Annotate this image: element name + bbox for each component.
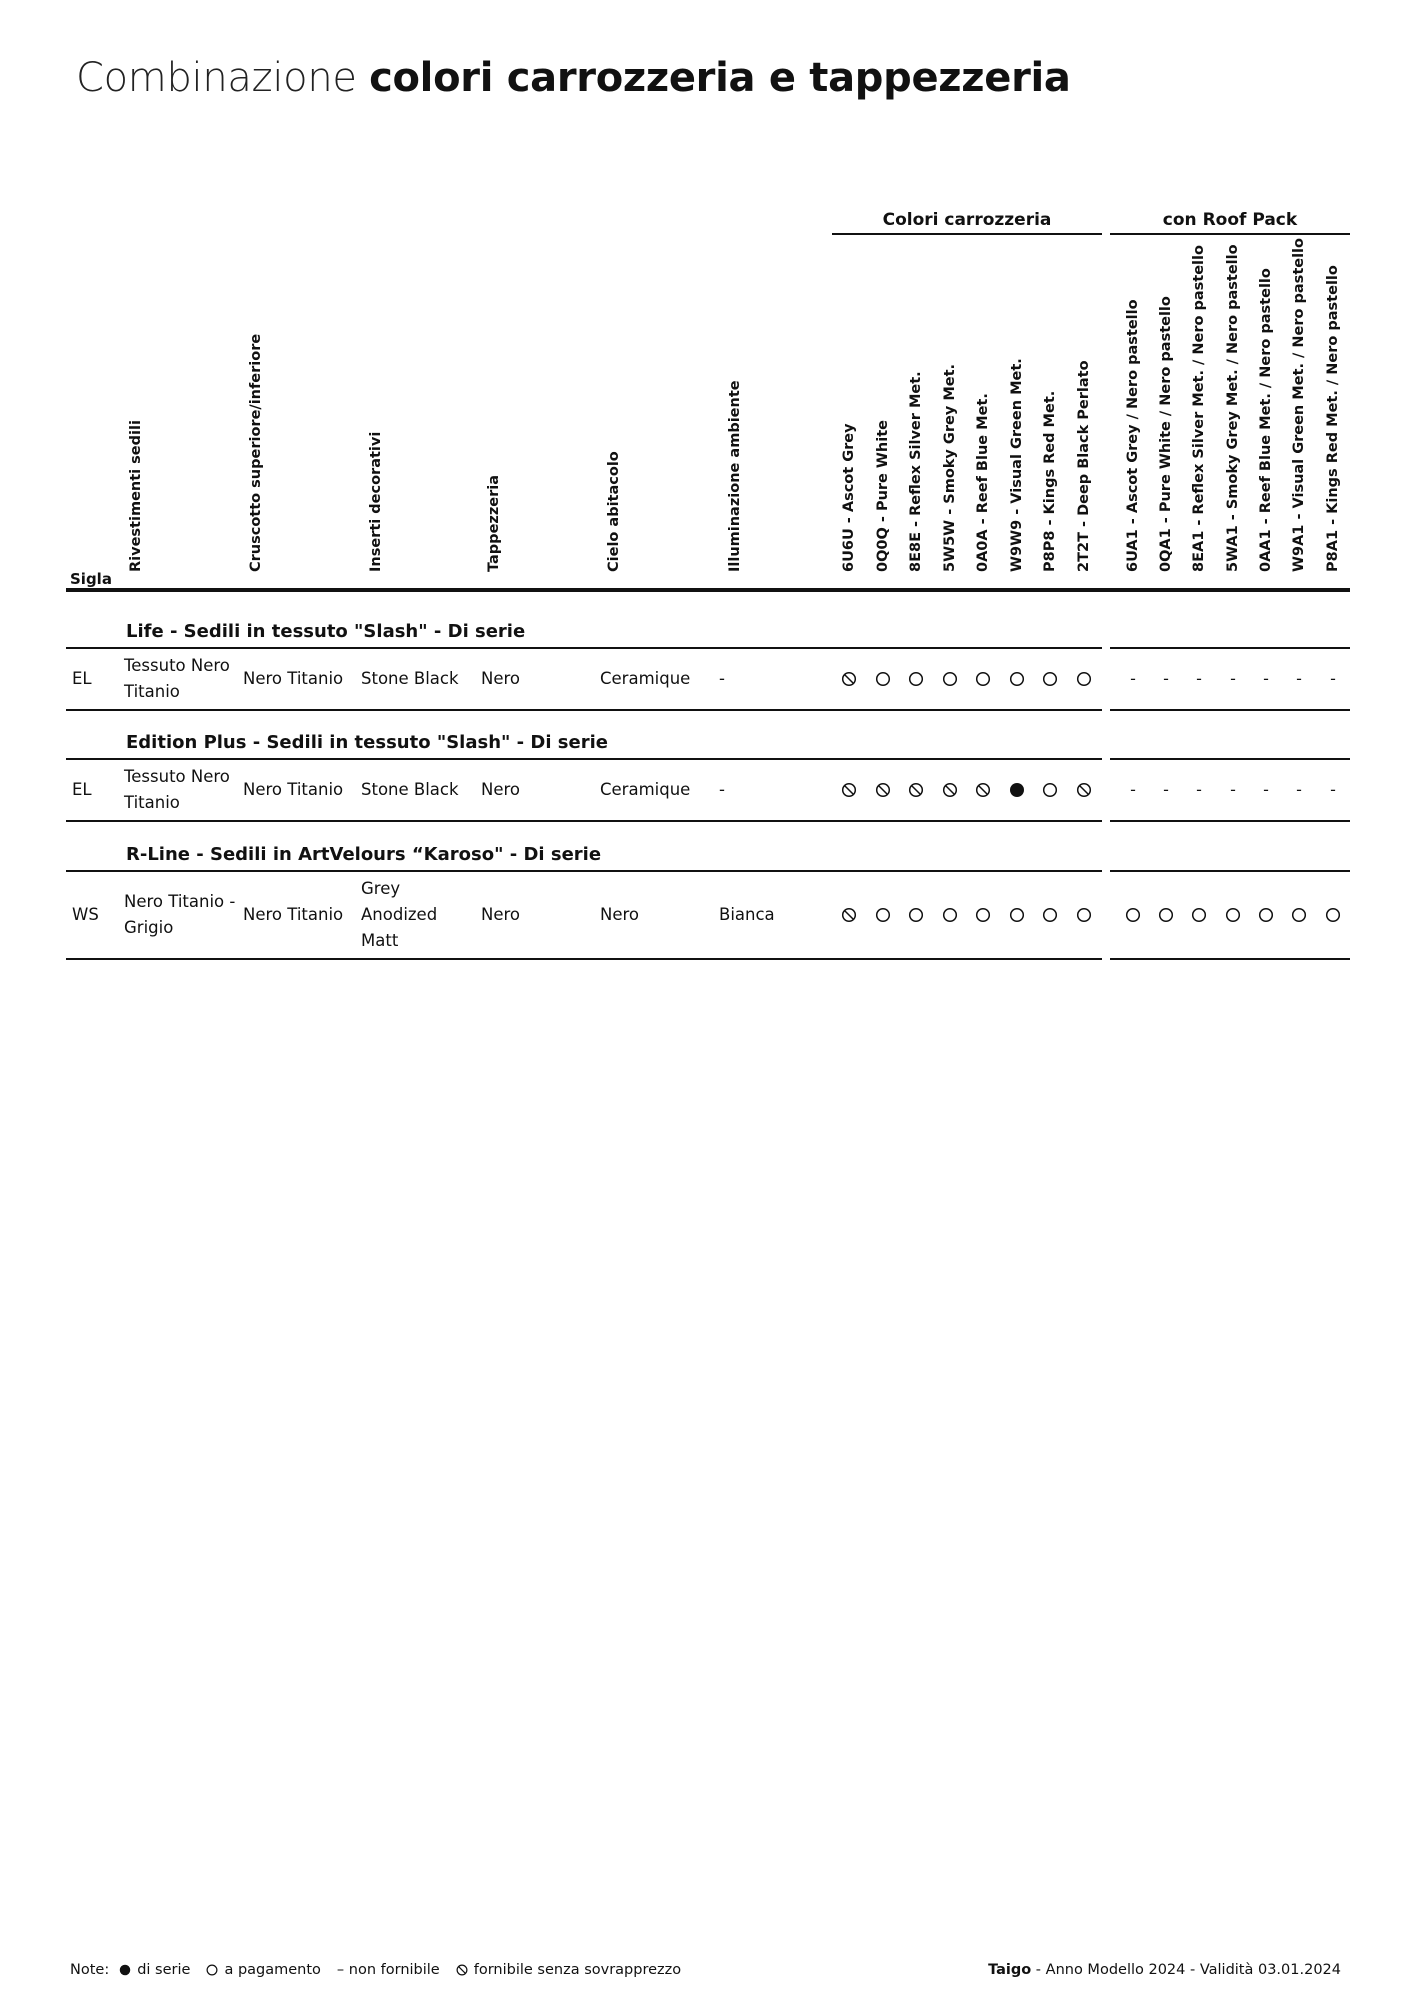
open-circle-icon: [1125, 907, 1141, 923]
row-rule-right: [1110, 709, 1350, 711]
column-header-inserti-label: Inserti decorativi: [368, 431, 384, 572]
row-cruscotto: Nero Titanio: [243, 905, 344, 924]
column-header-cielo-label: Cielo abitacolo: [606, 451, 622, 572]
crossed-circle-icon: [975, 782, 991, 798]
open-circle-icon: [1076, 907, 1092, 923]
row-rule-left: [66, 709, 1102, 711]
column-header-rivestimenti: [126, 240, 146, 590]
row-color-1-open-circle-icon: [875, 907, 891, 923]
row-roof-4-open-circle-icon: [1258, 907, 1274, 923]
column-header-color-3: [940, 240, 960, 590]
column-header-roof-0: [1123, 240, 1143, 590]
column-header-roof-2: [1189, 240, 1209, 590]
row-roof-0-dash: -: [1130, 780, 1136, 799]
row-color-0-crossed-circle-icon: [841, 782, 857, 798]
column-header-roof-1-label: 0QA1 - Pure White / Nero pastello: [1158, 296, 1174, 572]
open-circle-icon: [908, 671, 924, 687]
column-header-roof-6-label: P8A1 - Kings Red Met. / Nero pastello: [1325, 265, 1341, 572]
column-header-color-0-label: 6U6U - Ascot Grey: [841, 423, 857, 572]
open-circle-icon: [1291, 907, 1307, 923]
row-rule-right: [1110, 958, 1350, 960]
open-circle-icon: [875, 907, 891, 923]
column-header-roof-4-label: 0AA1 - Reef Blue Met. / Nero pastello: [1258, 268, 1274, 572]
row-color-5-filled-circle-icon: [1009, 782, 1025, 798]
header-rule: [66, 588, 1350, 592]
column-header-roof-6: [1323, 240, 1343, 590]
row-roof-5-dash: -: [1296, 780, 1302, 799]
footer-validity: - Anno Modello 2024 - Validità 03.01.2024: [1031, 1962, 1341, 1978]
column-header-color-0: [839, 240, 859, 590]
column-header-color-6: [1040, 240, 1060, 590]
open-circle-icon: [1191, 907, 1207, 923]
row-roof-0-dash: -: [1130, 669, 1136, 688]
row-color-7-crossed-circle-icon: [1076, 782, 1092, 798]
row-color-2-open-circle-icon: [908, 671, 924, 687]
crossed-circle-icon: [841, 671, 857, 687]
open-circle-icon: [1258, 907, 1274, 923]
legend-na-label: – non fornibile: [336, 1962, 440, 1978]
row-color-3-open-circle-icon: [942, 671, 958, 687]
crossed-circle-icon: [841, 907, 857, 923]
column-header-sigla: Sigla: [70, 570, 112, 588]
column-header-roof-5: [1289, 240, 1309, 590]
column-header-color-5: [1007, 240, 1027, 590]
row-cruscotto: Nero Titanio: [243, 780, 344, 799]
column-header-color-5-label: W9W9 - Visual Green Met.: [1009, 358, 1025, 572]
row-rivestimenti: Nero Titanio - Grigio: [124, 892, 236, 937]
legend-standard-label: di serie: [137, 1962, 191, 1978]
crossed-circle-icon: [456, 1964, 468, 1976]
group-rule-roof-pack: [1110, 233, 1350, 235]
row-roof-2-dash: -: [1196, 780, 1202, 799]
row-color-2-open-circle-icon: [908, 907, 924, 923]
open-circle-icon: [1042, 907, 1058, 923]
section-rule-right: [1110, 758, 1350, 760]
column-header-rivestimenti-label: Rivestimenti sedili: [128, 420, 144, 572]
crossed-circle-icon: [942, 782, 958, 798]
row-color-7-open-circle-icon: [1076, 671, 1092, 687]
row-color-6-open-circle-icon: [1042, 907, 1058, 923]
legend-standard: [119, 1960, 190, 1980]
row-rule-right: [1110, 820, 1350, 822]
row-tappezzeria: Nero: [481, 780, 521, 799]
column-header-illuminazione: [725, 240, 745, 590]
group-label-roof-pack: con Roof Pack: [1162, 210, 1298, 230]
row-color-4-open-circle-icon: [975, 907, 991, 923]
row-roof-4-dash: -: [1263, 780, 1269, 799]
column-header-color-2-label: 8E8E - Reflex Silver Met.: [908, 371, 924, 572]
column-header-roof-5-label: W9A1 - Visual Green Met. / Nero pastello: [1291, 238, 1307, 572]
page-title-bold: colori carrozzeria e tappezzeria: [369, 55, 1071, 101]
row-color-4-open-circle-icon: [975, 671, 991, 687]
row-color-7-open-circle-icon: [1076, 907, 1092, 923]
row-illuminazione: Bianca: [719, 905, 775, 924]
row-color-5-open-circle-icon: [1009, 671, 1025, 687]
legend-nocost: [456, 1960, 681, 1980]
legend-paid: [206, 1960, 320, 1980]
crossed-circle-icon: [908, 782, 924, 798]
row-roof-0-open-circle-icon: [1125, 907, 1141, 923]
column-header-color-6-label: P8P8 - Kings Red Met.: [1042, 390, 1058, 572]
section-rule-right: [1110, 647, 1350, 649]
row-rivestimenti: Tessuto Nero Titanio: [124, 656, 230, 701]
column-header-roof-2-label: 8EA1 - Reflex Silver Met. / Nero pastello: [1191, 245, 1207, 572]
column-header-cruscotto-label: Cruscotto superiore/inferiore: [248, 333, 264, 572]
column-header-inserti: [366, 240, 386, 590]
column-header-roof-4: [1256, 240, 1276, 590]
legend-note: Note:: [70, 1962, 110, 1978]
legend-na: [337, 1960, 440, 1980]
open-circle-icon: [975, 671, 991, 687]
crossed-circle-icon: [875, 782, 891, 798]
open-circle-icon: [1042, 671, 1058, 687]
open-circle-icon: [1009, 907, 1025, 923]
section-rule-right: [1110, 870, 1350, 872]
open-circle-icon: [1042, 782, 1058, 798]
row-rule-left: [66, 820, 1102, 822]
column-header-tappezzeria-label: Tappezzeria: [486, 474, 502, 572]
row-roof-6-dash: -: [1330, 780, 1336, 799]
open-circle-icon: [1158, 907, 1174, 923]
row-roof-6-dash: -: [1330, 669, 1336, 688]
group-rule-body-colors: [832, 233, 1102, 235]
row-sigla: WS: [72, 905, 99, 924]
row-color-6-open-circle-icon: [1042, 671, 1058, 687]
column-header-roof-3: [1223, 240, 1243, 590]
crossed-circle-icon: [1076, 782, 1092, 798]
row-cielo: Nero: [600, 905, 640, 924]
open-circle-icon: [975, 907, 991, 923]
row-rivestimenti: Tessuto Nero Titanio: [124, 767, 230, 812]
open-circle-icon: [1076, 671, 1092, 687]
row-color-0-crossed-circle-icon: [841, 907, 857, 923]
section-title: Edition Plus - Sedili in tessuto "Slash" - Di serie: [126, 732, 608, 753]
row-illuminazione: -: [719, 669, 725, 688]
row-rule-left: [66, 958, 1102, 960]
column-header-color-3-label: 5W5W - Smoky Grey Met.: [942, 363, 958, 572]
column-header-color-7-label: 2T2T - Deep Black Perlato: [1076, 360, 1092, 572]
row-roof-3-dash: -: [1230, 669, 1236, 688]
row-inserti: Stone Black: [361, 780, 459, 799]
footer-model: Taigo: [988, 1962, 1032, 1978]
filled-circle-icon: [119, 1964, 131, 1976]
row-sigla: EL: [72, 780, 92, 799]
column-header-illuminazione-label: Illuminazione ambiente: [727, 380, 743, 572]
column-header-color-2: [906, 240, 926, 590]
row-color-3-open-circle-icon: [942, 907, 958, 923]
section-title: Life - Sedili in tessuto "Slash" - Di serie: [126, 621, 526, 642]
column-header-roof-3-label: 5WA1 - Smoky Grey Met. / Nero pastello: [1225, 244, 1241, 572]
column-header-color-4-label: 0A0A - Reef Blue Met.: [975, 393, 991, 572]
row-tappezzeria: Nero: [481, 905, 521, 924]
row-color-4-crossed-circle-icon: [975, 782, 991, 798]
row-color-1-open-circle-icon: [875, 671, 891, 687]
open-circle-icon: [875, 671, 891, 687]
row-color-6-open-circle-icon: [1042, 782, 1058, 798]
column-header-roof-1: [1156, 240, 1176, 590]
column-header-cielo: [604, 240, 624, 590]
column-header-color-4: [973, 240, 993, 590]
column-header-roof-0-label: 6UA1 - Ascot Grey / Nero pastello: [1125, 299, 1141, 572]
row-roof-6-open-circle-icon: [1325, 907, 1341, 923]
row-roof-1-open-circle-icon: [1158, 907, 1174, 923]
row-illuminazione: -: [719, 780, 725, 799]
row-roof-2-dash: -: [1196, 669, 1202, 688]
row-cruscotto: Nero Titanio: [243, 669, 344, 688]
legend-paid-label: a pagamento: [224, 1962, 321, 1978]
page-title-light: Combinazione: [76, 55, 370, 101]
row-roof-5-open-circle-icon: [1291, 907, 1307, 923]
open-circle-icon: [1225, 907, 1241, 923]
column-header-tappezzeria: [484, 240, 504, 590]
row-inserti: Grey Anodized Matt: [361, 879, 438, 950]
row-color-5-open-circle-icon: [1009, 907, 1025, 923]
row-roof-3-open-circle-icon: [1225, 907, 1241, 923]
column-header-color-1: [873, 240, 893, 590]
row-color-3-crossed-circle-icon: [942, 782, 958, 798]
section-title: R-Line - Sedili in ArtVelours “Karoso" - Di serie: [126, 844, 602, 865]
row-roof-4-dash: -: [1263, 669, 1269, 688]
column-header-cruscotto: [246, 240, 266, 590]
row-color-2-crossed-circle-icon: [908, 782, 924, 798]
row-sigla: EL: [72, 669, 92, 688]
page-title: [76, 52, 1071, 104]
open-circle-icon: [1325, 907, 1341, 923]
row-roof-5-dash: -: [1296, 669, 1302, 688]
open-circle-icon: [908, 907, 924, 923]
row-roof-1-dash: -: [1163, 669, 1169, 688]
row-tappezzeria: Nero: [481, 669, 521, 688]
row-color-1-crossed-circle-icon: [875, 782, 891, 798]
row-roof-3-dash: -: [1230, 780, 1236, 799]
legend: [70, 1960, 697, 1980]
row-roof-1-dash: -: [1163, 780, 1169, 799]
group-label-body-colors: Colori carrozzeria: [882, 210, 1052, 230]
column-header-color-7: [1074, 240, 1094, 590]
column-header-color-1-label: 0Q0Q - Pure White: [875, 420, 891, 572]
footer-model-info: [988, 1960, 1341, 1980]
open-circle-icon: [206, 1964, 218, 1976]
crossed-circle-icon: [841, 782, 857, 798]
row-inserti: Stone Black: [361, 669, 459, 688]
row-roof-2-open-circle-icon: [1191, 907, 1207, 923]
row-color-0-crossed-circle-icon: [841, 671, 857, 687]
row-cielo: Ceramique: [600, 780, 691, 799]
row-cielo: Ceramique: [600, 669, 691, 688]
legend-nocost-label: fornibile senza sovrapprezzo: [473, 1962, 682, 1978]
filled-circle-icon: [1009, 782, 1025, 798]
open-circle-icon: [1009, 671, 1025, 687]
open-circle-icon: [942, 907, 958, 923]
open-circle-icon: [942, 671, 958, 687]
